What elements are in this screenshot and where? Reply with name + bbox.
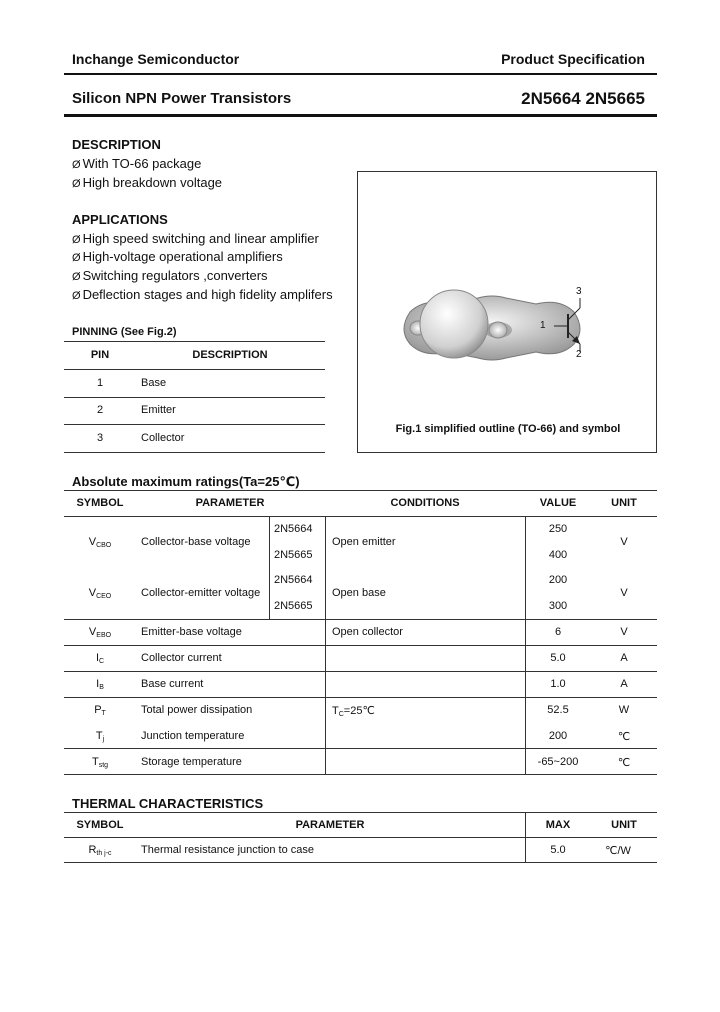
unit-vceo: V: [620, 587, 628, 599]
abs-max-rule: [64, 619, 657, 620]
value-tj: 200: [548, 730, 568, 742]
value-vcbo-2n5664: 250: [548, 523, 568, 535]
header-rule-top: [64, 73, 657, 75]
abs-max-rule: [64, 490, 657, 491]
abs-max-rule: [64, 645, 657, 646]
unit-vebo: V: [620, 626, 628, 638]
bullet-mark: Ø: [72, 178, 81, 190]
application-item: Ø Switching regulators ,converters: [72, 268, 268, 283]
part-2n5665: 2N5665: [274, 600, 313, 612]
symbol-vcbo: $V_{CBO}$: [88, 536, 112, 549]
part-2n5664: 2N5664: [274, 574, 313, 586]
param-vebo: Emitter-base voltage: [141, 626, 242, 638]
abs-max-header-unit: UNIT: [611, 497, 637, 509]
pin-number: 1: [96, 377, 104, 389]
param-tstg: Storage temperature: [141, 756, 242, 768]
unit-rth: ℃/W: [605, 845, 631, 857]
part-numbers: 2N5664 2N5665: [521, 89, 645, 108]
part-2n5664: 2N5664: [274, 523, 313, 535]
value-vcbo-2n5665: 400: [548, 549, 568, 561]
header-rule-bottom: [64, 114, 657, 117]
value-tstg: -65~200: [537, 756, 579, 768]
bullet-mark: Ø: [72, 271, 81, 283]
product-line: Silicon NPN Power Transistors: [72, 90, 292, 107]
bullet-mark: Ø: [72, 252, 81, 264]
document-type: Product Specification: [501, 51, 645, 67]
pin-description: Emitter: [141, 404, 176, 416]
npn-transistor-symbol: [358, 172, 656, 452]
abs-max-rule: [64, 671, 657, 672]
cond-vebo: Open collector: [332, 626, 403, 638]
value-vceo-2n5665: 300: [548, 600, 568, 612]
thermal-rule: [64, 812, 657, 813]
pinning-rule: [64, 369, 325, 370]
symbol-vceo: $V_{CEO}$: [88, 587, 112, 600]
bullet-mark: Ø: [72, 290, 81, 302]
value-ib: 1.0: [550, 678, 566, 690]
thermal-rule: [64, 837, 657, 838]
param-vcbo: Collector-base voltage: [141, 536, 251, 548]
symbol-pt: $P_T$: [94, 704, 106, 717]
bullet-mark: Ø: [72, 159, 81, 171]
symbol-pin-2-label: 2: [576, 349, 582, 360]
figure-caption: Fig.1 simplified outline (TO-66) and symbol: [395, 423, 621, 435]
unit-ic: A: [620, 652, 628, 664]
thermal-col-divider: [525, 812, 526, 863]
description-title: DESCRIPTION: [72, 137, 161, 152]
pin-number: 3: [96, 432, 104, 444]
thermal-header-max: MAX: [545, 819, 571, 831]
value-vceo-2n5664: 200: [548, 574, 568, 586]
symbol-ic: $I_C$: [95, 652, 105, 665]
description-item: Ø With TO-66 package: [72, 156, 202, 171]
abs-max-title: Absolute maximum ratings(Ta=25℃): [72, 474, 300, 489]
param-ic: Collector current: [141, 652, 222, 664]
param-vceo: Collector-emitter voltage: [141, 587, 261, 599]
pinning-rule: [64, 452, 325, 453]
symbol-ib: $I_B$: [96, 678, 104, 691]
application-item: Ø High-voltage operational amplifiers: [72, 249, 283, 264]
abs-max-header-conditions: CONDITIONS: [390, 497, 460, 509]
part-2n5665: 2N5665: [274, 549, 313, 561]
param-rth: Thermal resistance junction to case: [141, 844, 315, 856]
thermal-header-unit: UNIT: [611, 819, 637, 831]
abs-max-rule: [64, 748, 657, 749]
thermal-title: THERMAL CHARACTERISTICS: [72, 796, 264, 811]
pin-number: 2: [96, 404, 104, 416]
param-ib: Base current: [141, 678, 204, 690]
abs-max-rule: [64, 516, 657, 517]
description-item: Ø High breakdown voltage: [72, 175, 223, 190]
abs-max-header-value: VALUE: [539, 497, 577, 509]
cond-vceo: Open base: [332, 587, 386, 599]
pinning-rule: [64, 397, 325, 398]
pinning-header-pin: PIN: [90, 349, 110, 361]
param-tj: Junction temperature: [141, 730, 245, 742]
thermal-header-symbol: SYMBOL: [76, 819, 124, 831]
pinning-header-description: DESCRIPTION: [192, 349, 268, 361]
applications-title: APPLICATIONS: [72, 212, 168, 227]
symbol-rth: $R_{th j-c}$: [88, 844, 112, 857]
symbol-tj: $T_j$: [95, 730, 105, 743]
unit-tstg: ℃: [617, 757, 631, 769]
unit-tj: ℃: [617, 731, 631, 743]
pin-description: Collector: [141, 432, 185, 444]
value-pt: 52.5: [547, 704, 569, 716]
unit-pt: W: [618, 704, 630, 716]
abs-max-rule: [64, 697, 657, 698]
symbol-pin-1-label: 1: [540, 320, 546, 331]
application-item: Ø High speed switching and linear amplifier: [72, 231, 319, 246]
abs-max-header-symbol: SYMBOL: [76, 497, 124, 509]
value-ic: 5.0: [550, 652, 566, 664]
abs-max-col-divider: [269, 516, 270, 619]
unit-ib: A: [620, 678, 628, 690]
pinning-rule: [64, 424, 325, 425]
param-pt: Total power dissipation: [141, 704, 253, 716]
symbol-pin-3-label: 3: [576, 286, 582, 297]
max-rth: 5.0: [550, 844, 566, 856]
pinning-rule: [64, 341, 325, 342]
unit-vcbo: V: [620, 536, 628, 548]
application-item: Ø Deflection stages and high fidelity amplifers: [72, 287, 333, 302]
abs-max-rule: [64, 774, 657, 775]
symbol-vebo: $V_{EBO}$: [88, 626, 112, 639]
pinning-title: PINNING (See Fig.2): [72, 326, 177, 338]
company-name: Inchange Semiconductor: [72, 51, 240, 67]
thermal-header-parameter: PARAMETER: [295, 819, 365, 831]
symbol-tstg: $T_{stg}$: [91, 756, 109, 769]
thermal-rule: [64, 862, 657, 863]
cond-pt: $T_C=25℃$: [332, 705, 375, 718]
value-vebo: 6: [554, 626, 562, 638]
bullet-mark: Ø: [72, 234, 81, 246]
pin-description: Base: [141, 377, 167, 389]
figure-box: [357, 171, 657, 453]
abs-max-header-parameter: PARAMETER: [195, 497, 265, 509]
cond-vcbo: Open emitter: [332, 536, 396, 548]
